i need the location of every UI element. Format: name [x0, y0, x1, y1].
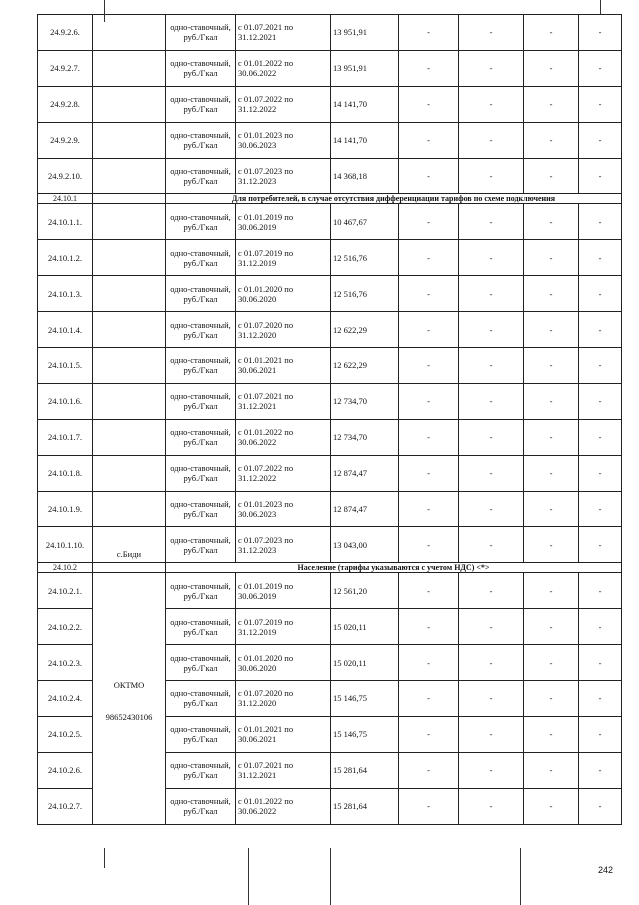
- empty-value-dash: -: [579, 645, 622, 681]
- scan-artifact-line: [600, 0, 601, 14]
- empty-value-dash: -: [459, 158, 524, 194]
- location-cell: [93, 348, 166, 384]
- empty-value-dash: -: [524, 276, 579, 312]
- tariff-period: с 01.07.2021 по 31.12.2021: [236, 15, 331, 51]
- row-code: 24.10.2.3.: [38, 645, 93, 681]
- row-code: 24.10.1.7.: [38, 419, 93, 455]
- tariff-unit: одно-ставочный, руб./Гкал: [166, 681, 236, 717]
- tariff-value: 12 874,47: [331, 491, 399, 527]
- tariff-value: 12 622,29: [331, 312, 399, 348]
- empty-value-dash: -: [399, 788, 459, 824]
- location-cell: [93, 383, 166, 419]
- empty-value-dash: -: [579, 158, 622, 194]
- tariff-period: с 01.07.2021 по 31.12.2021: [236, 383, 331, 419]
- empty-value-dash: -: [579, 204, 622, 240]
- row-code: 24.9.2.7.: [38, 50, 93, 86]
- table-row: [38, 419, 622, 455]
- table-row: [38, 348, 622, 384]
- tariff-period: с 01.01.2019 по 30.06.2019: [236, 204, 331, 240]
- table-row: [38, 527, 622, 563]
- scan-artifact-line: [248, 848, 249, 905]
- location-info: [95, 680, 163, 722]
- tariff-period: с 01.07.2020 по 31.12.2020: [236, 312, 331, 348]
- location-cell: [93, 122, 166, 158]
- section-code: 24.10.1: [38, 194, 93, 204]
- location-cell: [93, 240, 166, 276]
- location-cell: [93, 204, 166, 240]
- tariff-unit: одно-ставочный, руб./Гкал: [166, 752, 236, 788]
- empty-value-dash: -: [399, 204, 459, 240]
- empty-value-dash: -: [524, 645, 579, 681]
- empty-value-dash: -: [524, 716, 579, 752]
- table-row: [38, 573, 622, 609]
- row-code: 24.10.1.5.: [38, 348, 93, 384]
- empty-value-dash: -: [579, 383, 622, 419]
- tariff-value: 12 516,76: [331, 240, 399, 276]
- table-row: [38, 240, 622, 276]
- tariff-period: с 01.01.2023 по 30.06.2023: [236, 122, 331, 158]
- empty-value-dash: -: [459, 348, 524, 384]
- location-cell: [93, 563, 166, 573]
- row-code: 24.10.1.6.: [38, 383, 93, 419]
- tariff-unit: одно-ставочный, руб./Гкал: [166, 455, 236, 491]
- section-header-row: [38, 563, 622, 573]
- table-row: [38, 312, 622, 348]
- row-code: 24.10.1.9.: [38, 491, 93, 527]
- tariff-unit: одно-ставочный, руб./Гкал: [166, 383, 236, 419]
- empty-value-dash: -: [399, 455, 459, 491]
- section-title: Население (тарифы указываются с учетом НДС) <*>: [166, 563, 622, 573]
- empty-value-dash: -: [399, 50, 459, 86]
- empty-value-dash: -: [459, 276, 524, 312]
- empty-value-dash: -: [524, 50, 579, 86]
- oktmo-code: 98652430106: [105, 712, 153, 723]
- table-row: [38, 86, 622, 122]
- section-header-row: [38, 194, 622, 204]
- empty-value-dash: -: [399, 573, 459, 609]
- row-code: 24.10.2.2.: [38, 609, 93, 645]
- table-row: [38, 15, 622, 51]
- row-code: 24.10.1.3.: [38, 276, 93, 312]
- tariff-unit: одно-ставочный, руб./Гкал: [166, 573, 236, 609]
- tariff-unit: одно-ставочный, руб./Гкал: [166, 50, 236, 86]
- scan-artifact-line: [104, 848, 105, 868]
- table-row: [38, 50, 622, 86]
- empty-value-dash: -: [579, 788, 622, 824]
- empty-value-dash: -: [579, 86, 622, 122]
- empty-value-dash: -: [399, 609, 459, 645]
- tariff-value: 14 368,18: [331, 158, 399, 194]
- empty-value-dash: -: [524, 455, 579, 491]
- empty-value-dash: -: [459, 716, 524, 752]
- row-code: 24.9.2.6.: [38, 15, 93, 51]
- empty-value-dash: -: [524, 383, 579, 419]
- tariff-period: с 01.07.2019 по 31.12.2019: [236, 609, 331, 645]
- empty-value-dash: -: [399, 752, 459, 788]
- tariff-value: 13 951,91: [331, 50, 399, 86]
- tariff-value: 12 734,70: [331, 383, 399, 419]
- tariff-period: с 01.07.2023 по 31.12.2023: [236, 527, 331, 563]
- tariff-unit: одно-ставочный, руб./Гкал: [166, 788, 236, 824]
- tariff-unit: одно-ставочный, руб./Гкал: [166, 348, 236, 384]
- oktmo-label: ОКТМО: [113, 680, 145, 691]
- empty-value-dash: -: [524, 86, 579, 122]
- empty-value-dash: -: [399, 240, 459, 276]
- tariff-value: 10 467,67: [331, 204, 399, 240]
- tariff-period: с 01.01.2020 по 30.06.2020: [236, 276, 331, 312]
- tariff-value: 15 020,11: [331, 609, 399, 645]
- empty-value-dash: -: [459, 752, 524, 788]
- empty-value-dash: -: [524, 158, 579, 194]
- tariff-unit: одно-ставочный, руб./Гкал: [166, 645, 236, 681]
- empty-value-dash: -: [524, 312, 579, 348]
- empty-value-dash: -: [579, 527, 622, 563]
- empty-value-dash: -: [459, 419, 524, 455]
- tariff-unit: одно-ставочный, руб./Гкал: [166, 204, 236, 240]
- empty-value-dash: -: [459, 455, 524, 491]
- location-cell: [93, 50, 166, 86]
- empty-value-dash: -: [524, 240, 579, 276]
- table-row: [38, 158, 622, 194]
- scan-artifact-line: [330, 848, 331, 905]
- tariff-period: с 01.01.2021 по 30.06.2021: [236, 716, 331, 752]
- tariff-period: с 01.07.2021 по 31.12.2021: [236, 752, 331, 788]
- empty-value-dash: -: [524, 527, 579, 563]
- empty-value-dash: -: [579, 491, 622, 527]
- empty-value-dash: -: [459, 312, 524, 348]
- empty-value-dash: -: [524, 348, 579, 384]
- empty-value-dash: -: [459, 383, 524, 419]
- empty-value-dash: -: [399, 15, 459, 51]
- tariff-unit: одно-ставочный, руб./Гкал: [166, 716, 236, 752]
- empty-value-dash: -: [459, 609, 524, 645]
- location-cell: [93, 276, 166, 312]
- row-code: 24.10.2.7.: [38, 788, 93, 824]
- empty-value-dash: -: [579, 419, 622, 455]
- row-code: 24.10.2.1.: [38, 573, 93, 609]
- row-code: 24.10.1.8.: [38, 455, 93, 491]
- location-cell: [93, 194, 166, 204]
- scan-artifact-line: [520, 848, 521, 905]
- empty-value-dash: -: [459, 645, 524, 681]
- empty-value-dash: -: [524, 681, 579, 717]
- table-row: [38, 276, 622, 312]
- tariff-value: 13 951,91: [331, 15, 399, 51]
- empty-value-dash: -: [579, 50, 622, 86]
- table-row: [38, 204, 622, 240]
- empty-value-dash: -: [459, 15, 524, 51]
- empty-value-dash: -: [459, 86, 524, 122]
- tariff-value: 14 141,70: [331, 122, 399, 158]
- empty-value-dash: -: [459, 122, 524, 158]
- table-row: [38, 491, 622, 527]
- empty-value-dash: -: [524, 204, 579, 240]
- location-cell: [93, 86, 166, 122]
- row-code: 24.10.1.1.: [38, 204, 93, 240]
- section-title: Для потребителей, в случае отсутствия дифференциации тарифов по схеме подключения: [166, 194, 622, 204]
- empty-value-dash: -: [459, 204, 524, 240]
- tariff-value: 15 281,64: [331, 788, 399, 824]
- location-cell: [93, 491, 166, 527]
- empty-value-dash: -: [459, 527, 524, 563]
- tariff-unit: одно-ставочный, руб./Гкал: [166, 86, 236, 122]
- empty-value-dash: -: [459, 50, 524, 86]
- tariff-period: с 01.01.2020 по 30.06.2020: [236, 645, 331, 681]
- location-cell: [93, 573, 166, 824]
- row-code: 24.9.2.9.: [38, 122, 93, 158]
- scan-artifact-line: [104, 0, 105, 22]
- empty-value-dash: -: [399, 122, 459, 158]
- tariff-unit: одно-ставочный, руб./Гкал: [166, 240, 236, 276]
- row-code: 24.10.2.5.: [38, 716, 93, 752]
- empty-value-dash: -: [459, 788, 524, 824]
- empty-value-dash: -: [579, 609, 622, 645]
- page-number: 242: [597, 865, 613, 875]
- empty-value-dash: -: [524, 752, 579, 788]
- empty-value-dash: -: [579, 15, 622, 51]
- table-row: [38, 383, 622, 419]
- tariff-period: с 01.01.2021 по 30.06.2021: [236, 348, 331, 384]
- tariff-table-body: [38, 15, 622, 825]
- tariff-unit: одно-ставочный, руб./Гкал: [166, 158, 236, 194]
- tariff-unit: одно-ставочный, руб./Гкал: [166, 15, 236, 51]
- tariff-value: 15 020,11: [331, 645, 399, 681]
- empty-value-dash: -: [459, 240, 524, 276]
- tariff-unit: одно-ставочный, руб./Гкал: [166, 527, 236, 563]
- empty-value-dash: -: [579, 240, 622, 276]
- empty-value-dash: -: [579, 573, 622, 609]
- empty-value-dash: -: [399, 527, 459, 563]
- empty-value-dash: -: [579, 122, 622, 158]
- empty-value-dash: -: [579, 276, 622, 312]
- row-code: 24.10.2.6.: [38, 752, 93, 788]
- empty-value-dash: -: [399, 419, 459, 455]
- tariff-unit: одно-ставочный, руб./Гкал: [166, 122, 236, 158]
- tariff-unit: одно-ставочный, руб./Гкал: [166, 491, 236, 527]
- location-cell: [93, 455, 166, 491]
- tariff-value: 15 146,75: [331, 681, 399, 717]
- empty-value-dash: -: [399, 276, 459, 312]
- row-code: 24.10.1.4.: [38, 312, 93, 348]
- tariff-unit: одно-ставочный, руб./Гкал: [166, 609, 236, 645]
- empty-value-dash: -: [579, 681, 622, 717]
- empty-value-dash: -: [524, 122, 579, 158]
- empty-value-dash: -: [459, 491, 524, 527]
- tariff-period: с 01.07.2019 по 31.12.2019: [236, 240, 331, 276]
- table-row: [38, 122, 622, 158]
- empty-value-dash: -: [399, 86, 459, 122]
- location-cell: [93, 419, 166, 455]
- table-row: [38, 455, 622, 491]
- row-code: 24.10.2.4.: [38, 681, 93, 717]
- location-name: с.Биди: [116, 548, 142, 559]
- tariff-value: 12 874,47: [331, 455, 399, 491]
- empty-value-dash: -: [459, 573, 524, 609]
- empty-value-dash: -: [524, 491, 579, 527]
- tariff-period: с 01.01.2022 по 30.06.2022: [236, 419, 331, 455]
- location-cell: [93, 312, 166, 348]
- tariff-period: с 01.01.2022 по 30.06.2022: [236, 50, 331, 86]
- tariff-period: с 01.01.2019 по 30.06.2019: [236, 573, 331, 609]
- tariff-period: с 01.07.2022 по 31.12.2022: [236, 86, 331, 122]
- row-code: 24.9.2.8.: [38, 86, 93, 122]
- empty-value-dash: -: [399, 716, 459, 752]
- empty-value-dash: -: [579, 716, 622, 752]
- empty-value-dash: -: [524, 15, 579, 51]
- tariff-period: с 01.07.2022 по 31.12.2022: [236, 455, 331, 491]
- row-code: 24.10.1.2.: [38, 240, 93, 276]
- tariff-unit: одно-ставочный, руб./Гкал: [166, 276, 236, 312]
- empty-value-dash: -: [579, 752, 622, 788]
- row-code: 24.10.1.10.: [38, 527, 93, 563]
- empty-value-dash: -: [399, 348, 459, 384]
- tariff-unit: одно-ставочный, руб./Гкал: [166, 312, 236, 348]
- empty-value-dash: -: [524, 788, 579, 824]
- tariff-period: с 01.01.2022 по 30.06.2022: [236, 788, 331, 824]
- location-cell: [93, 527, 166, 563]
- empty-value-dash: -: [399, 645, 459, 681]
- tariff-value: 14 141,70: [331, 86, 399, 122]
- tariff-value: 15 146,75: [331, 716, 399, 752]
- empty-value-dash: -: [399, 383, 459, 419]
- row-code: 24.9.2.10.: [38, 158, 93, 194]
- empty-value-dash: -: [579, 348, 622, 384]
- tariff-period: с 01.07.2020 по 31.12.2020: [236, 681, 331, 717]
- tariff-value: 12 622,29: [331, 348, 399, 384]
- tariff-value: 12 561,20: [331, 573, 399, 609]
- tariff-value: 15 281,64: [331, 752, 399, 788]
- empty-value-dash: -: [399, 681, 459, 717]
- section-code: 24.10.2: [38, 563, 93, 573]
- tariff-value: 13 043,00: [331, 527, 399, 563]
- empty-value-dash: -: [399, 158, 459, 194]
- empty-value-dash: -: [524, 609, 579, 645]
- empty-value-dash: -: [579, 455, 622, 491]
- tariff-value: 12 516,76: [331, 276, 399, 312]
- location-cell: [93, 158, 166, 194]
- empty-value-dash: -: [524, 419, 579, 455]
- tariff-table: [37, 14, 622, 825]
- empty-value-dash: -: [459, 681, 524, 717]
- empty-value-dash: -: [399, 491, 459, 527]
- empty-value-dash: -: [524, 573, 579, 609]
- tariff-unit: одно-ставочный, руб./Гкал: [166, 419, 236, 455]
- empty-value-dash: -: [399, 312, 459, 348]
- tariff-value: 12 734,70: [331, 419, 399, 455]
- empty-value-dash: -: [579, 312, 622, 348]
- tariff-period: с 01.01.2023 по 30.06.2023: [236, 491, 331, 527]
- tariff-period: с 01.07.2023 по 31.12.2023: [236, 158, 331, 194]
